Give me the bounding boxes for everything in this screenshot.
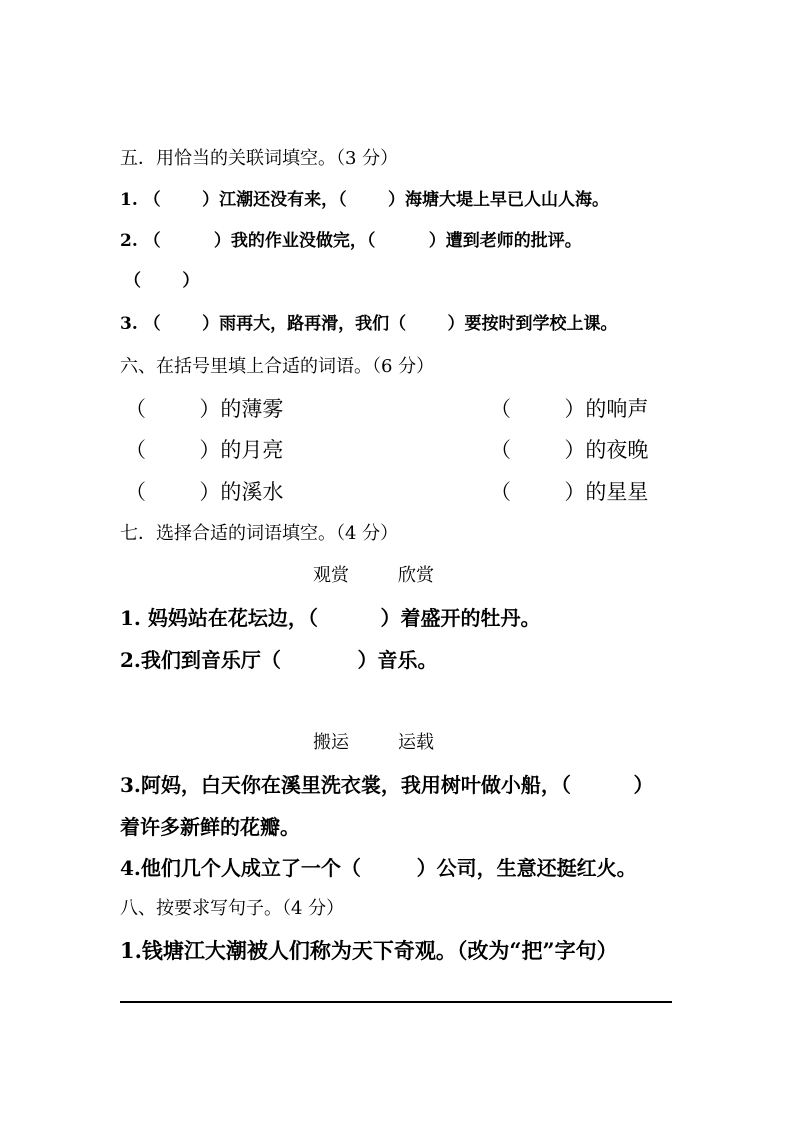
word-choice-2b: 运载: [398, 732, 434, 753]
section-7-question-1: 1. 妈妈站在花坛边，（ ）着盛开的牡丹。: [120, 606, 541, 630]
section-7-question-3-continued: 着许多新鲜的花瓣。: [120, 815, 300, 839]
section-6-item-5: （ ）的溪水: [125, 480, 284, 504]
section-5-question-2: 2. （ ）我的作业没做完，（ ）遭到老师的批评。: [120, 231, 582, 251]
section-7-question-3: 3.阿妈，白天你在溪里洗衣裳，我用树叶做小船，（ ）: [120, 773, 654, 797]
answer-line: [120, 1001, 672, 1003]
section-6-item-1: （ ）的薄雾: [125, 397, 284, 421]
section-7-title: 七．选择合适的词语填空。（4 分）: [120, 523, 399, 544]
section-5-question-3: 3. （ ）雨再大，路再滑，我们（ ）要按时到学校上课。: [120, 314, 618, 334]
section-6-title: 六、在括号里填上合适的词语。（6 分）: [120, 356, 435, 377]
section-8-question-1: 1.钱塘江大潮被人们称为天下奇观。（改为“把”字句）: [120, 938, 618, 963]
section-5-question-2-continued: （ ）: [124, 271, 200, 291]
word-choice-1b: 欣赏: [398, 565, 434, 586]
section-6-item-4: （ ）的夜晚: [490, 438, 649, 462]
section-7-question-4: 4.他们几个人成立了一个（ ）公司，生意还挺红火。: [120, 856, 637, 880]
section-6-item-2: （ ）的响声: [490, 397, 649, 421]
section-6-item-6: （ ）的星星: [490, 480, 649, 504]
section-7-question-2: 2.我们到音乐厅（ ）音乐。: [120, 648, 438, 672]
section-5-title: 五．用恰当的关联词填空。（3 分）: [120, 148, 399, 169]
section-8-title: 八、按要求写句子。（4 分）: [120, 898, 345, 919]
word-choice-2a: 搬运: [313, 732, 349, 753]
section-6-item-3: （ ）的月亮: [125, 438, 284, 462]
word-choice-1a: 观赏: [313, 565, 349, 586]
section-5-question-1: 1. （ ）江潮还没有来，（ ）海塘大堤上早已人山人海。: [120, 190, 610, 210]
